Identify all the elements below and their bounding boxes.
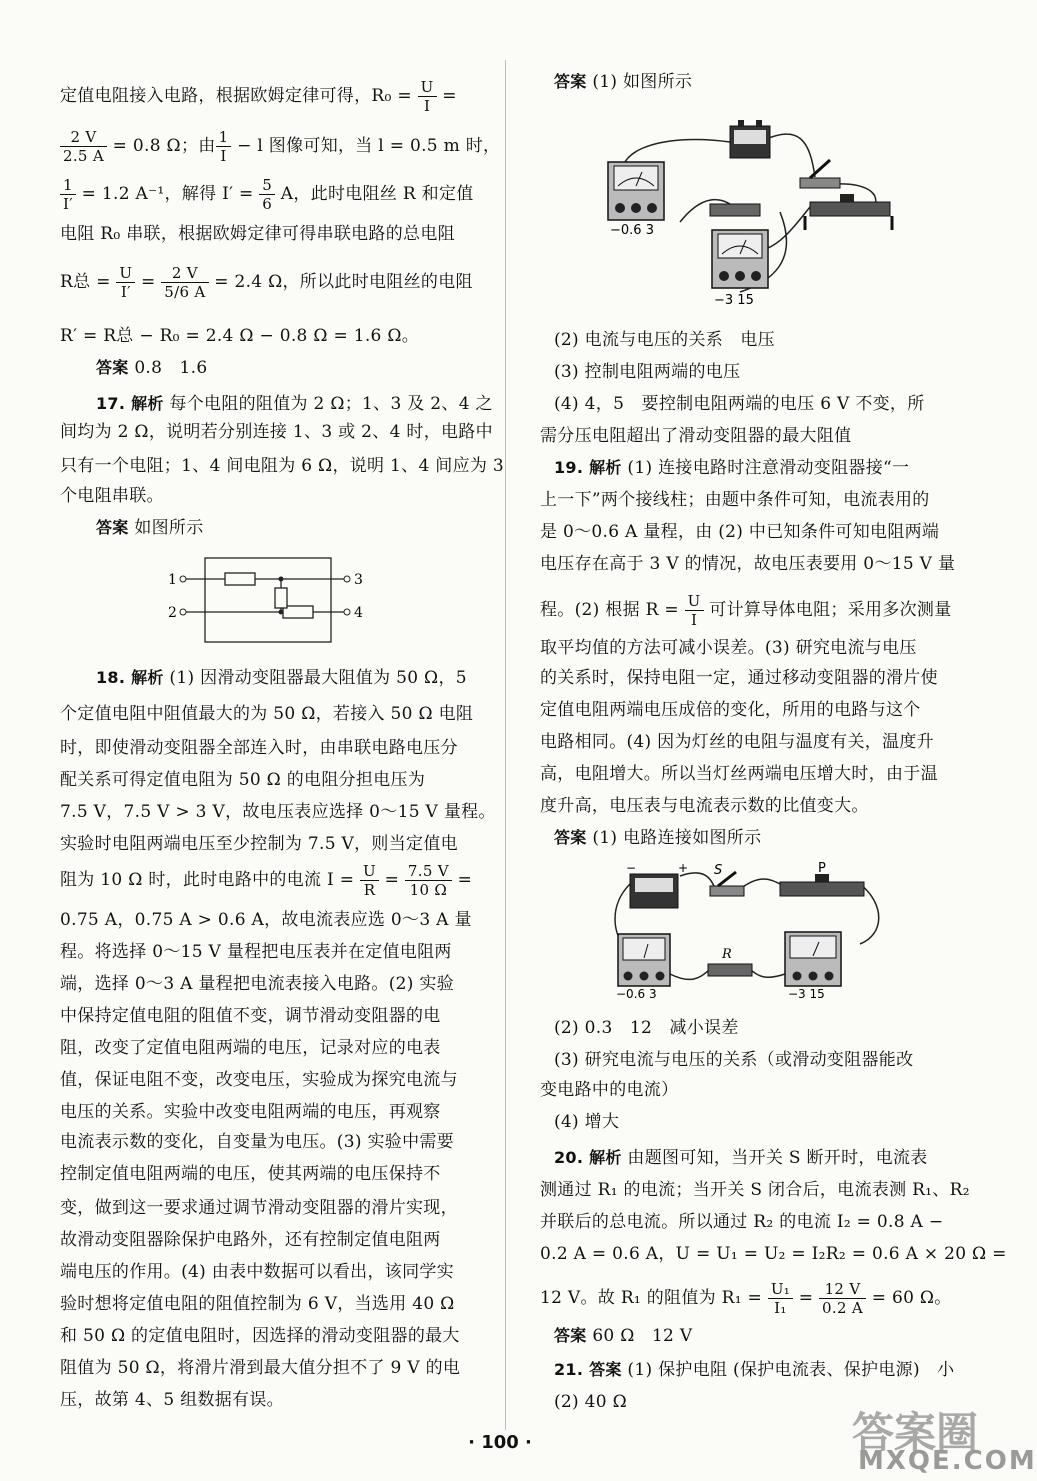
- q18-line-19: 端电压的作用。(4) 由表中数据可以看出，该同学实: [60, 1262, 454, 1282]
- q19-line-8: 定值电阻两端电压成倍的变化，所用的电路与这个: [540, 700, 921, 720]
- q18-line-11: 中保持定值电阻的阻值不变，调节滑动变阻器的电: [60, 1006, 441, 1026]
- voltmeter-icon: [712, 230, 768, 288]
- q18-line-12: 阻，改变了定值电阻两端的电压，记录对应的电表: [60, 1038, 441, 1058]
- rheostat-icon: [780, 874, 864, 896]
- q19-line-7: 的关系时，保持电阻一定，通过移动变阻器的滑片使: [540, 668, 938, 688]
- fraction: $\frac{7.5 V}{10 \Omega}$: [405, 862, 452, 899]
- battery-pos: +: [678, 861, 689, 875]
- voltmeter-icon: [785, 932, 841, 986]
- q19-line-6: 取平均值的方法可减小误差。(3) 研究电流与电压: [540, 638, 917, 658]
- answer-19-4: (4) 增大: [554, 1112, 620, 1132]
- terminal-1-label: 1: [168, 572, 177, 588]
- q18-line-1: 18. 解析 (1) 因滑动变阻器最大阻值为 50 Ω，5: [96, 668, 467, 688]
- answer-18-3: (3) 控制电阻两端的电压: [554, 362, 741, 382]
- fraction: $\frac{1}{I'}$: [60, 176, 76, 213]
- q18-line-15: 电流表示数的变化，自变量为电压。(3) 实验中需要: [60, 1132, 454, 1152]
- resistor-icon: [710, 204, 760, 216]
- answer-20: 答案 60 Ω 12 V: [554, 1326, 693, 1346]
- switch-icon: [800, 160, 840, 188]
- fraction: $\frac{1}{I}$: [216, 128, 232, 165]
- q19-line-10: 高，电阻增大。所以当灯丝两端电压增大时，由于温: [540, 764, 938, 784]
- rheostat-icon: [805, 194, 892, 230]
- q16-line-4: 电阻 R₀ 串联，根据欧姆定律可得串联电路的总电阻: [60, 224, 455, 244]
- q18-line-3: 时，即使滑动变阻器全部连入时，由串联电路电压分: [60, 738, 458, 758]
- switch-label: S: [714, 863, 723, 878]
- q20-line-2: 测通过 R₁ 的电流；当开关 S 闭合后，电流表测 R₁、R₂: [540, 1180, 970, 1200]
- answer-18-4a: (4) 4，5 要控制电阻两端的电压 6 V 不变，所: [554, 394, 925, 414]
- terminal-3-label: 3: [354, 572, 363, 588]
- answer-19-3a: (3) 研究电流与电压的关系（或滑动变阻器能改: [554, 1050, 914, 1070]
- watermark-logo: 答案圈: [852, 1408, 979, 1457]
- q21-line-1: 21. 答案 (1) 保护电阻 (保护电流表、保护电源) 小: [554, 1360, 955, 1380]
- resistor-icon: [708, 964, 752, 976]
- q20-line-1: 20. 解析 由题图可知，当开关 S 断开时，电流表: [554, 1148, 928, 1168]
- q16-line-3: $\frac{1}{I'}$ = 1.2 A⁻¹，解得 I′ = $\frac{5}{6}$ A，此时电阻丝 R 和定值: [60, 176, 474, 213]
- q18-line-23: 压，故第 4、5 组数据有误。: [60, 1390, 284, 1410]
- q17-line-1: 17. 解析 每个电阻的阻值为 2 Ω；1、3 及 2、4 之: [96, 394, 493, 414]
- answer-17: 答案 如图所示: [96, 518, 204, 538]
- ammeter-range-label: −0.6 3: [616, 987, 657, 1001]
- voltmeter-range-label: −3 15: [714, 293, 754, 308]
- q20-line-3: 并联后的总电流。所以通过 R₂ 的电流 I₂ = 0.8 A −: [540, 1212, 944, 1232]
- slider-label: P: [818, 861, 826, 876]
- ammeter-icon: [608, 162, 664, 220]
- q17-line-2: 间均为 2 Ω，说明若分别连接 1、3 或 2、4 时，电路中: [60, 422, 493, 442]
- q16-line-1: 定值电阻接入电路，根据欧姆定律可得，R₀ = $\frac{U}{I}$ =: [60, 78, 457, 115]
- battery-icon: [630, 874, 678, 908]
- circuit-figure-1: [600, 112, 900, 312]
- watermark-url: MXQE.COM: [858, 1446, 1037, 1476]
- answer-19-2: (2) 0.3 12 减小误差: [554, 1018, 739, 1038]
- q19-line-9: 电路相同。(4) 因为灯丝的电阻与温度有关，温度升: [540, 732, 934, 752]
- fraction: $\frac{U}{I'}$: [116, 264, 135, 301]
- q18-line-9: 程。将选择 0～15 V 量程把电压表并在定值电阻两: [60, 942, 452, 962]
- q18-line-4: 配关系可得定值电阻为 50 Ω 的电阻分担电压为: [60, 770, 426, 790]
- q18-line-6: 实验时电阻两端电压至少控制为 7.5 V，则当定值电: [60, 834, 458, 854]
- fraction: $\frac{U}{I}$: [418, 78, 437, 115]
- q16-line-5: R总 = $\frac{U}{I'}$ = $\frac{2 V}{5/6 A}$ = 2.4 Ω，所以此时电阻丝的电阻: [60, 264, 473, 301]
- answer-19-3b: 变电路中的电流）: [540, 1080, 679, 1100]
- q16-line-2: $\frac{2 V}{2.5 A}$ = 0.8 Ω；由 $\frac{1}{I}$ − l 图像可知，当 l = 0.5 m 时，: [60, 128, 500, 165]
- q18-line-2: 个定值电阻中阻值最大的为 50 Ω，若接入 50 Ω 电阻: [60, 704, 474, 724]
- q20-line-5: 12 V。故 R₁ 的阻值为 R₁ = $\frac{\text{U₁}}{\text{I₁}}$ = $\frac{12 V}{0.2 A}$ = 60 Ω。: [540, 1280, 952, 1317]
- fraction: $\frac{5}{6}$: [259, 176, 275, 213]
- fraction: $\frac{2 V}{5/6 A}$: [161, 264, 208, 301]
- q16-line-6: R′ = R总 − R₀ = 2.4 Ω − 0.8 Ω = 1.6 Ω。: [60, 326, 420, 346]
- q18-line-18: 故滑动变阻器除保护电路外，还有控制定值电阻两: [60, 1230, 441, 1250]
- resistor-label: R: [722, 947, 732, 962]
- q19-line-2: 上一下”两个接线柱；由题中条件可知，电流表用的: [540, 490, 930, 510]
- terminal-2-label: 2: [168, 605, 177, 621]
- ammeter-range-label: −0.6 3: [610, 223, 654, 238]
- answer-18-4b: 需分压电阻超出了滑动变阻器的最大阻值: [540, 426, 852, 446]
- q18-line-21: 和 50 Ω 的定值电阻时，因选择的滑动变阻器的最大: [60, 1326, 460, 1346]
- battery-neg: −: [626, 861, 637, 875]
- q19-line-5: 程。(2) 根据 R = $\frac{U}{I}$ 可计算导体电阻；采用多次测量: [540, 592, 952, 629]
- q18-line-20: 验时想将定值电阻的阻值控制为 6 V，当选用 40 Ω: [60, 1294, 455, 1314]
- q21-line-2: (2) 40 Ω: [554, 1392, 628, 1412]
- q19-line-11: 度升高，电压表与电流表示数的比值变大。: [540, 796, 869, 816]
- q18-line-10: 端，选择 0～3 A 量程把电流表接入电路。(2) 实验: [60, 974, 455, 994]
- q19-line-4: 电压存在高于 3 V 的情况，故电压表要用 0～15 V 量: [540, 554, 956, 574]
- q18-line-14: 电压的关系。实验中改变电阻两端的电压，再观察: [60, 1102, 441, 1122]
- fraction: $\frac{12 V}{0.2 A}$: [819, 1280, 866, 1317]
- q17-line-3: 只有一个电阻；1、4 间电阻为 6 Ω，说明 1、4 间应为 3: [60, 456, 505, 476]
- q18-line-17: 变，做到这一要求通过调节滑动变阻器的滑片实现，: [60, 1198, 458, 1218]
- q17-line-4: 个电阻串联。: [60, 486, 164, 506]
- ammeter-icon: [618, 934, 670, 986]
- fraction: $\frac{U}{R}$: [360, 862, 379, 899]
- voltmeter-range-label: −3 15: [788, 987, 825, 1001]
- answer-18-1: 答案 (1) 如图所示: [554, 72, 693, 92]
- terminal-4-label: 4: [354, 605, 363, 621]
- q18-line-22: 阻值为 50 Ω，将滑片滑到最大值分担不了 9 V 的电: [60, 1358, 461, 1378]
- q20-line-4: 0.2 A = 0.6 A，U = U₁ = U₂ = I₂R₂ = 0.6 A × 20 Ω =: [540, 1244, 1007, 1264]
- resistor-box-diagram: [165, 556, 365, 646]
- answer-19-1: 答案 (1) 电路连接如图所示: [554, 828, 762, 848]
- column-divider: [505, 60, 506, 1430]
- answer-18-2: (2) 电流与电压的关系 电压: [554, 330, 775, 350]
- q18-line-13: 值，保证电阻不变，改变电压，实验成为探究电流与: [60, 1070, 458, 1090]
- battery-icon: [730, 120, 770, 158]
- q18-line-7: 阻为 10 Ω 时，此时电路中的电流 I = $\frac{U}{R}$ = $\frac{7.5 V}{10 \Omega}$ =: [60, 862, 473, 899]
- circuit-figure-2: [610, 861, 890, 1001]
- fraction: $\frac{U}{I}$: [685, 592, 704, 629]
- q19-line-3: 是 0～0.6 A 量程，由 (2) 中已知条件可知电阻两端: [540, 522, 940, 542]
- page-number: · 100 ·: [468, 1432, 532, 1453]
- answer-16: 答案 0.8 1.6: [96, 358, 208, 378]
- q18-line-8: 0.75 A，0.75 A > 0.6 A，故电流表应选 0～3 A 量: [60, 910, 472, 930]
- q18-line-5: 7.5 V，7.5 V > 3 V，故电压表应选择 0～15 V 量程。: [60, 802, 496, 822]
- q18-line-16: 控制定值电阻两端的电压，使其两端的电压保持不: [60, 1164, 441, 1184]
- fraction: $\frac{\text{U₁}}{\text{I₁}}$: [768, 1280, 793, 1317]
- fraction: $\frac{2 V}{2.5 A}$: [60, 128, 107, 165]
- q19-line-1: 19. 解析 (1) 连接电路时注意滑动变阻器接“一: [554, 458, 910, 478]
